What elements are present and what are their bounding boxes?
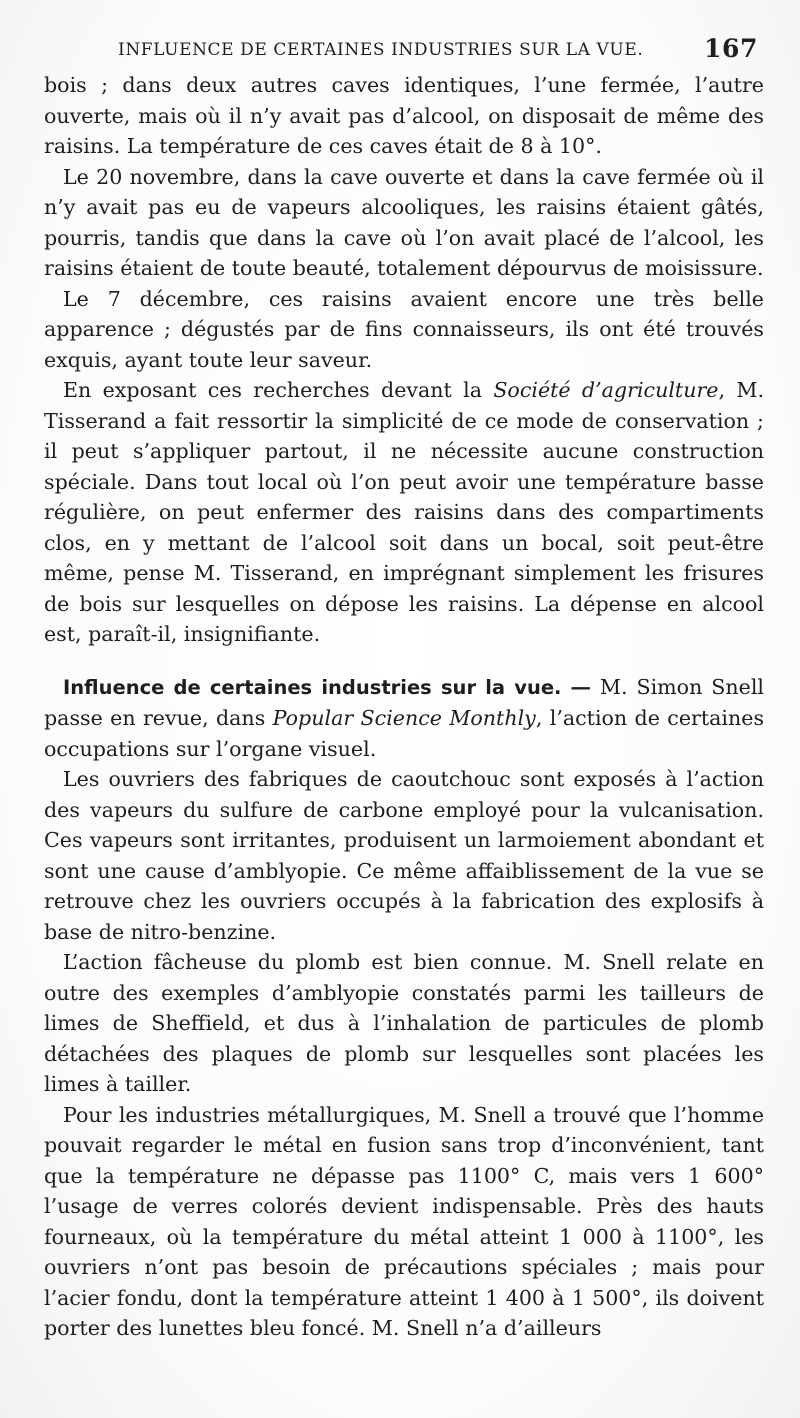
italic-society-name: Société d’agriculture <box>493 378 719 402</box>
italic-journal-name: Popular Science Monthly <box>272 706 536 730</box>
section-title: Influence de certaines industries sur la vue. <box>63 675 562 699</box>
paragraph-continuation: bois ; dans deux autres caves identiques, l’une fermée, l’autre ouverte, mais où il n’y avait pas d’alcool, on disposait de même des raisins. La température de ces caves était de 8 à 10°. <box>44 73 764 158</box>
page-number: 167 <box>704 34 758 63</box>
paragraph-rubber-workers: Les ouvriers des fabriques de caoutchouc sont exposés à l’action des vapeurs du sulfure de carbone employé pour la vulcanisation. Ces vapeurs sont irritantes, produisent un larmoiement abondant et sont une cause d’amblyopie. Ce même affaiblissement de la vue se retrouve chez les ouvriers occupés à la fabrication des explosifs à base de nitro-benzine. <box>44 767 764 944</box>
paragraph-december-results: Le 7 décembre, ces raisins avaient encore une très belle apparence ; dégustés par de fins connaisseurs, ils ont été trouvés exquis, ayant toute leur saveur. <box>44 286 764 372</box>
paragraph-november-results: Le 20 novembre, dans la cave ouverte et dans la cave fermée où il n’y avait pas eu de vapeurs alcooliques, les raisins étaient gâtés, pourris, tandis que dans la cave où l’on avait placé de l’alcool, les raisins étaient de toute beauté, totalement dépourvus de moisissure. <box>44 164 764 280</box>
paragraph-text: , M. Tisserand a fait ressortir la simplicité de ce mode de conservation ; il peut s’appliquer partout, il ne nécessite aucune construction spéciale. Dans tout local où l’on peut avoir une température basse régulière, on peut enfermer des raisins dans des compartiments clos, en y mettant de l’alcool soit dans un bocal, soit peut-être même, pense M. Tisserand, en imprégnant simplement les frisures de bois sur lesquelles on dépose les raisins. La dépense en alcool est, paraît-il, insignifiante. <box>44 378 764 646</box>
paragraph-lead-poisoning: L’action fâcheuse du plomb est bien connue. M. Snell relate en outre des exemples d’amblyopie constatés parmi les tailleurs de limes de Sheffield, et dus à l’inhalation de particules de plomb détachées des plaques de plomb sur lesquelles sont placées les limes à tailler. <box>44 950 764 1096</box>
paragraph-text: , l’action de certaines occupations sur l’organe visuel. <box>44 706 765 761</box>
section-industries-vision <box>44 672 764 1344</box>
page-header <box>118 30 758 66</box>
running-title: INFLUENCE DE CERTAINES INDUSTRIES SUR LA VUE. <box>118 40 644 60</box>
section-lead-paragraph <box>44 672 764 765</box>
paragraph-text: En exposant ces recherches devant la <box>63 378 494 402</box>
page-body <box>44 70 764 1344</box>
paragraph-tisserand-method <box>44 375 764 650</box>
paragraph-text: M. Simon Snell passe en revue, dans <box>44 674 764 730</box>
title-dash: — <box>570 674 591 699</box>
paragraph-metallurgy: Pour les industries métallurgiques, M. Snell a trouvé que l’homme pouvait regarder le métal en fusion sans trop d’inconvénient, tant que la température ne dépasse pas 1100° C, mais vers 1 600° l’usage de verres colorés devient indispensable. Près des hauts fourneaux, où la température du métal atteint 1 000 à 1100°, les ouvriers n’ont pas besoin de précautions spéciales ; mais pour l’acier fondu, dont la température atteint 1 400 à 1 500°, ils doivent porter des lunettes bleu foncé. M. Snell n’a d’ailleurs <box>44 1102 764 1340</box>
